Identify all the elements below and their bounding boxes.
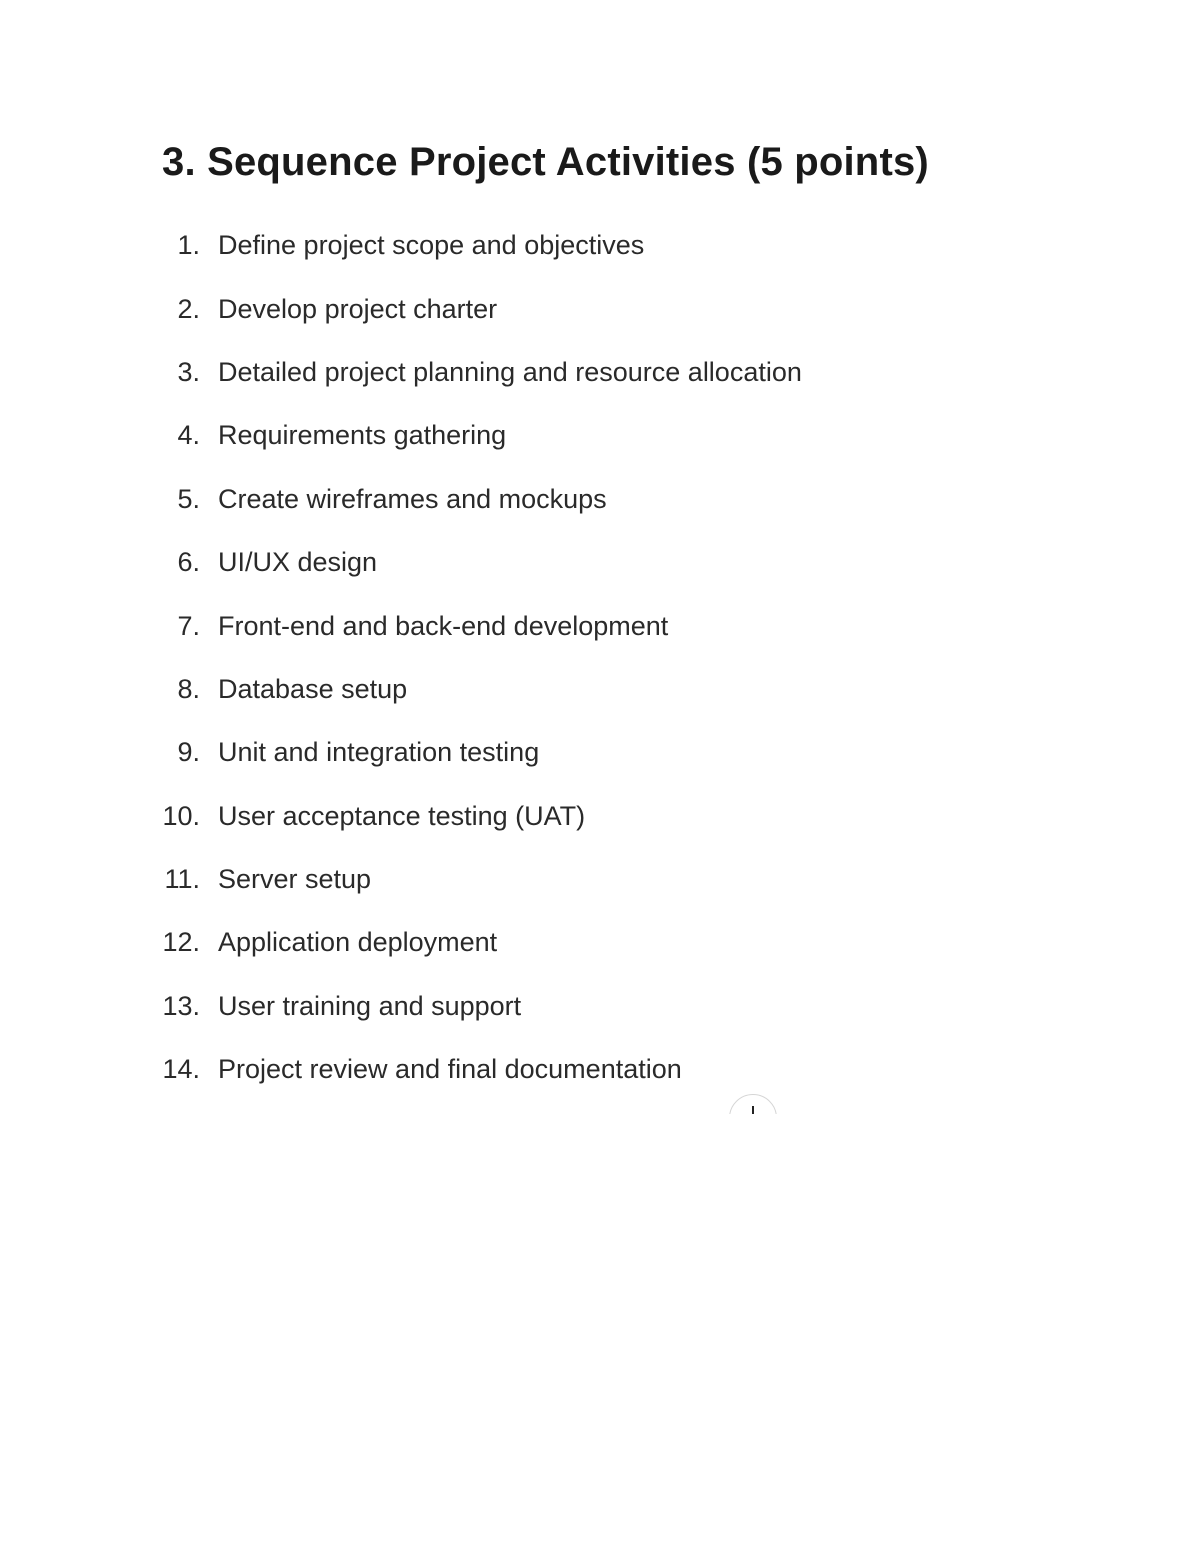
list-item bbox=[0, 341, 1000, 404]
list-item bbox=[0, 721, 1000, 784]
list-item-text: Front-end and back-end development bbox=[218, 610, 669, 641]
list-item bbox=[0, 911, 1000, 974]
activity-list bbox=[0, 214, 1000, 1101]
list-item-number: 5. bbox=[177, 483, 200, 514]
list-item-number: 8. bbox=[177, 673, 200, 704]
list-item-number: 12. bbox=[162, 927, 200, 958]
scroll-down-button[interactable] bbox=[729, 1094, 777, 1114]
list-item bbox=[0, 277, 1000, 340]
list-item-text: UI/UX design bbox=[218, 547, 378, 578]
list-item bbox=[0, 531, 1000, 594]
list-item bbox=[0, 1038, 1000, 1101]
list-item-number: 6. bbox=[177, 547, 200, 578]
list-item-text: Unit and integration testing bbox=[218, 737, 540, 768]
list-item-text: Server setup bbox=[218, 864, 372, 895]
list-item-number: 14. bbox=[162, 1054, 200, 1085]
list-item-text: Create wireframes and mockups bbox=[218, 483, 607, 514]
list-item bbox=[0, 658, 1000, 721]
list-item bbox=[0, 785, 1000, 848]
list-item bbox=[0, 404, 1000, 467]
list-item bbox=[0, 975, 1000, 1038]
list-item bbox=[0, 594, 1000, 657]
list-item-number: 2. bbox=[177, 293, 200, 324]
list-item-number: 4. bbox=[177, 420, 200, 451]
list-item bbox=[0, 848, 1000, 911]
arrow-down-icon bbox=[752, 1106, 754, 1114]
list-item-text: Database setup bbox=[218, 673, 408, 704]
list-item-text: User acceptance testing (UAT) bbox=[218, 800, 586, 831]
list-item-text: Application deployment bbox=[218, 927, 498, 958]
list-item-number: 10. bbox=[162, 800, 200, 831]
list-item-number: 7. bbox=[177, 610, 200, 641]
list-item-number: 1. bbox=[177, 230, 200, 261]
list-item bbox=[0, 468, 1000, 531]
list-item-number: 3. bbox=[177, 356, 200, 387]
list-item-text: User training and support bbox=[218, 990, 522, 1021]
list-item-text: Project review and final documentation bbox=[218, 1054, 682, 1085]
list-item-text: Define project scope and objectives bbox=[218, 230, 645, 261]
list-item-number: 13. bbox=[162, 990, 200, 1021]
list-item-number: 11. bbox=[164, 864, 200, 895]
list-item-number: 9. bbox=[177, 737, 200, 768]
list-item bbox=[0, 214, 1000, 277]
section-heading: 3. Sequence Project Activities (5 points) bbox=[162, 140, 929, 184]
list-item-text: Develop project charter bbox=[218, 293, 498, 324]
list-item-text: Requirements gathering bbox=[218, 420, 507, 451]
list-item-text: Detailed project planning and resource allocation bbox=[218, 356, 802, 387]
